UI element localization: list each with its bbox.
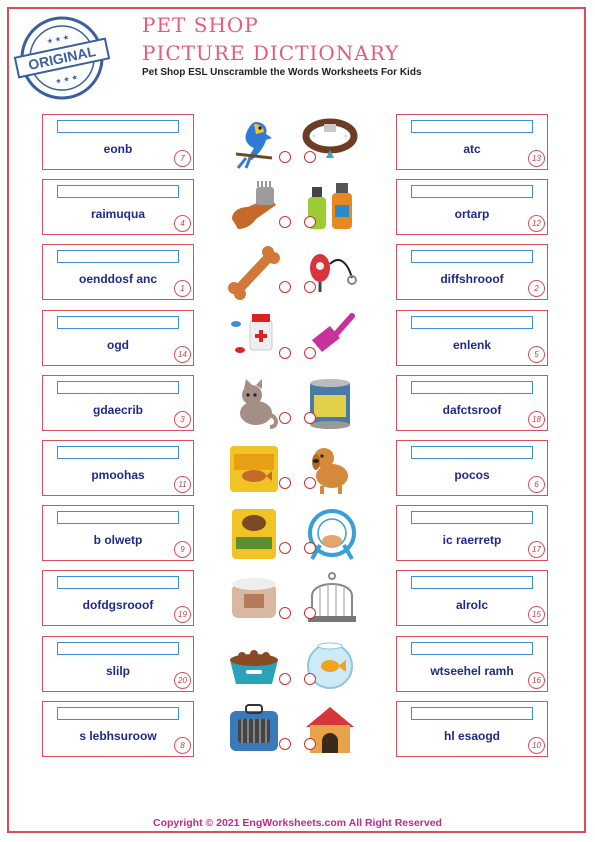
answer-input[interactable]	[411, 316, 533, 329]
picture-number: 2	[528, 280, 545, 297]
number-circle-input[interactable]	[304, 151, 316, 163]
picture-number: 20	[174, 672, 191, 689]
scrambled-word: raimuqua	[90, 207, 145, 221]
number-circle-input[interactable]	[279, 281, 291, 293]
word-card-left-2	[42, 179, 194, 235]
word-card-right-2	[396, 179, 548, 235]
stamp-label: ORIGINAL	[26, 43, 98, 73]
answer-input[interactable]	[57, 446, 179, 459]
answer-input[interactable]	[57, 642, 179, 655]
scrambled-word: dafctsroof	[442, 403, 502, 417]
answer-input[interactable]	[411, 185, 533, 198]
number-circle-input[interactable]	[279, 738, 291, 750]
scrambled-word: atc	[463, 142, 481, 156]
answer-input[interactable]	[411, 642, 533, 655]
picture-number: 10	[528, 737, 545, 754]
scrambled-word: dofdgsrooof	[82, 598, 154, 612]
number-circle-input[interactable]	[279, 477, 291, 489]
answer-input[interactable]	[411, 707, 533, 720]
page-title-line2: PICTURE DICTIONARY	[142, 41, 400, 65]
word-card-left-1	[42, 114, 194, 170]
word-card-right-3	[396, 244, 548, 300]
number-circle-input[interactable]	[304, 347, 316, 359]
svg-text:★ ★ ★: ★ ★ ★	[54, 74, 79, 86]
word-card-right-5	[396, 375, 548, 431]
picture-number: 1	[174, 280, 191, 297]
fish-food-bag-icon	[226, 440, 282, 496]
answer-input[interactable]	[57, 511, 179, 524]
answer-input[interactable]	[57, 185, 179, 198]
scrambled-word: pocos	[454, 468, 490, 482]
scrambled-word: eonb	[103, 142, 133, 156]
picture-number: 16	[528, 672, 545, 689]
word-card-right-10	[396, 701, 548, 757]
answer-input[interactable]	[411, 576, 533, 589]
scrambled-word: pmoohas	[91, 468, 145, 482]
pet-medicine-icon	[226, 310, 282, 366]
original-stamp-icon	[12, 14, 112, 102]
scrambled-word: b olwetp	[93, 533, 143, 547]
parrot-icon	[226, 114, 282, 170]
number-circle-input[interactable]	[304, 607, 316, 619]
picture-number: 12	[528, 215, 545, 232]
answer-input[interactable]	[411, 120, 533, 133]
picture-number: 17	[528, 541, 545, 558]
scrambled-word: ic raerretp	[442, 533, 502, 547]
picture-number: 7	[174, 150, 191, 167]
answer-input[interactable]	[411, 511, 533, 524]
picture-number: 5	[528, 346, 545, 363]
word-card-left-6	[42, 440, 194, 496]
page-title-line1: PET SHOP	[142, 13, 259, 37]
word-card-left-10	[42, 701, 194, 757]
word-card-left-3	[42, 244, 194, 300]
answer-input[interactable]	[57, 707, 179, 720]
dog-bone-icon	[226, 244, 282, 300]
cat-food-tray-icon	[226, 570, 282, 626]
answer-input[interactable]	[57, 381, 179, 394]
word-card-left-8	[42, 570, 194, 626]
picture-number: 14	[174, 346, 191, 363]
number-circle-input[interactable]	[279, 151, 291, 163]
number-circle-input[interactable]	[279, 673, 291, 685]
picture-number: 19	[174, 606, 191, 623]
scrambled-word: ortarp	[454, 207, 490, 221]
picture-number: 3	[174, 411, 191, 428]
picture-number: 9	[174, 541, 191, 558]
picture-number: 8	[174, 737, 191, 754]
answer-input[interactable]	[411, 446, 533, 459]
word-card-right-9	[396, 636, 548, 692]
scrambled-word: wtseehel ramh	[430, 664, 514, 678]
scrambled-word: ogd	[107, 338, 129, 352]
scrambled-word: slilp	[105, 664, 130, 678]
pet-carrier-icon	[226, 701, 282, 757]
number-circle-input[interactable]	[304, 412, 316, 424]
picture-number: 6	[528, 476, 545, 493]
word-card-right-6	[396, 440, 548, 496]
picture-number: 11	[174, 476, 191, 493]
answer-input[interactable]	[411, 250, 533, 263]
picture-number: 13	[528, 150, 545, 167]
grooming-brush-icon	[226, 179, 282, 235]
number-circle-input[interactable]	[304, 281, 316, 293]
number-circle-input[interactable]	[304, 673, 316, 685]
scrambled-word: alrolc	[455, 598, 488, 612]
picture-number: 4	[174, 215, 191, 232]
dog-food-bag-icon	[226, 505, 282, 561]
number-circle-input[interactable]	[304, 477, 316, 489]
answer-input[interactable]	[411, 381, 533, 394]
picture-number: 15	[528, 606, 545, 623]
word-card-right-1	[396, 114, 548, 170]
page-subtitle: Pet Shop ESL Unscramble the Words Worksheets For Kids	[142, 67, 422, 78]
picture-number: 18	[528, 411, 545, 428]
scrambled-word: hl esaogd	[443, 729, 500, 743]
number-circle-input[interactable]	[279, 607, 291, 619]
number-circle-input[interactable]	[279, 412, 291, 424]
scrambled-word: s lebhsuroow	[79, 729, 157, 743]
cat-icon	[226, 375, 282, 431]
number-circle-input[interactable]	[304, 542, 316, 554]
number-circle-input[interactable]	[279, 347, 291, 359]
scrambled-word: enlenk	[452, 338, 491, 352]
number-circle-input[interactable]	[279, 216, 291, 228]
word-card-left-4	[42, 310, 194, 366]
answer-input[interactable]	[57, 120, 179, 133]
scrambled-word: gdaecrib	[92, 403, 143, 417]
pet-bowl-icon	[226, 636, 282, 692]
answer-input[interactable]	[57, 576, 179, 589]
number-circle-input[interactable]	[279, 542, 291, 554]
scrambled-word: oenddosf anc	[78, 272, 157, 286]
word-card-left-9	[42, 636, 194, 692]
number-circle-input[interactable]	[304, 216, 316, 228]
stamp-stars: ★ ★ ★	[46, 34, 70, 46]
number-circle-input[interactable]	[304, 738, 316, 750]
word-card-right-4	[396, 310, 548, 366]
word-card-left-5	[42, 375, 194, 431]
word-card-right-8	[396, 570, 548, 626]
answer-input[interactable]	[57, 316, 179, 329]
answer-input[interactable]	[57, 250, 179, 263]
copyright-footer: Copyright © 2021 EngWorksheets.com All Right Reserved	[153, 817, 442, 829]
scrambled-word: diffshrooof	[440, 272, 504, 286]
word-card-left-7	[42, 505, 194, 561]
word-card-right-7	[396, 505, 548, 561]
